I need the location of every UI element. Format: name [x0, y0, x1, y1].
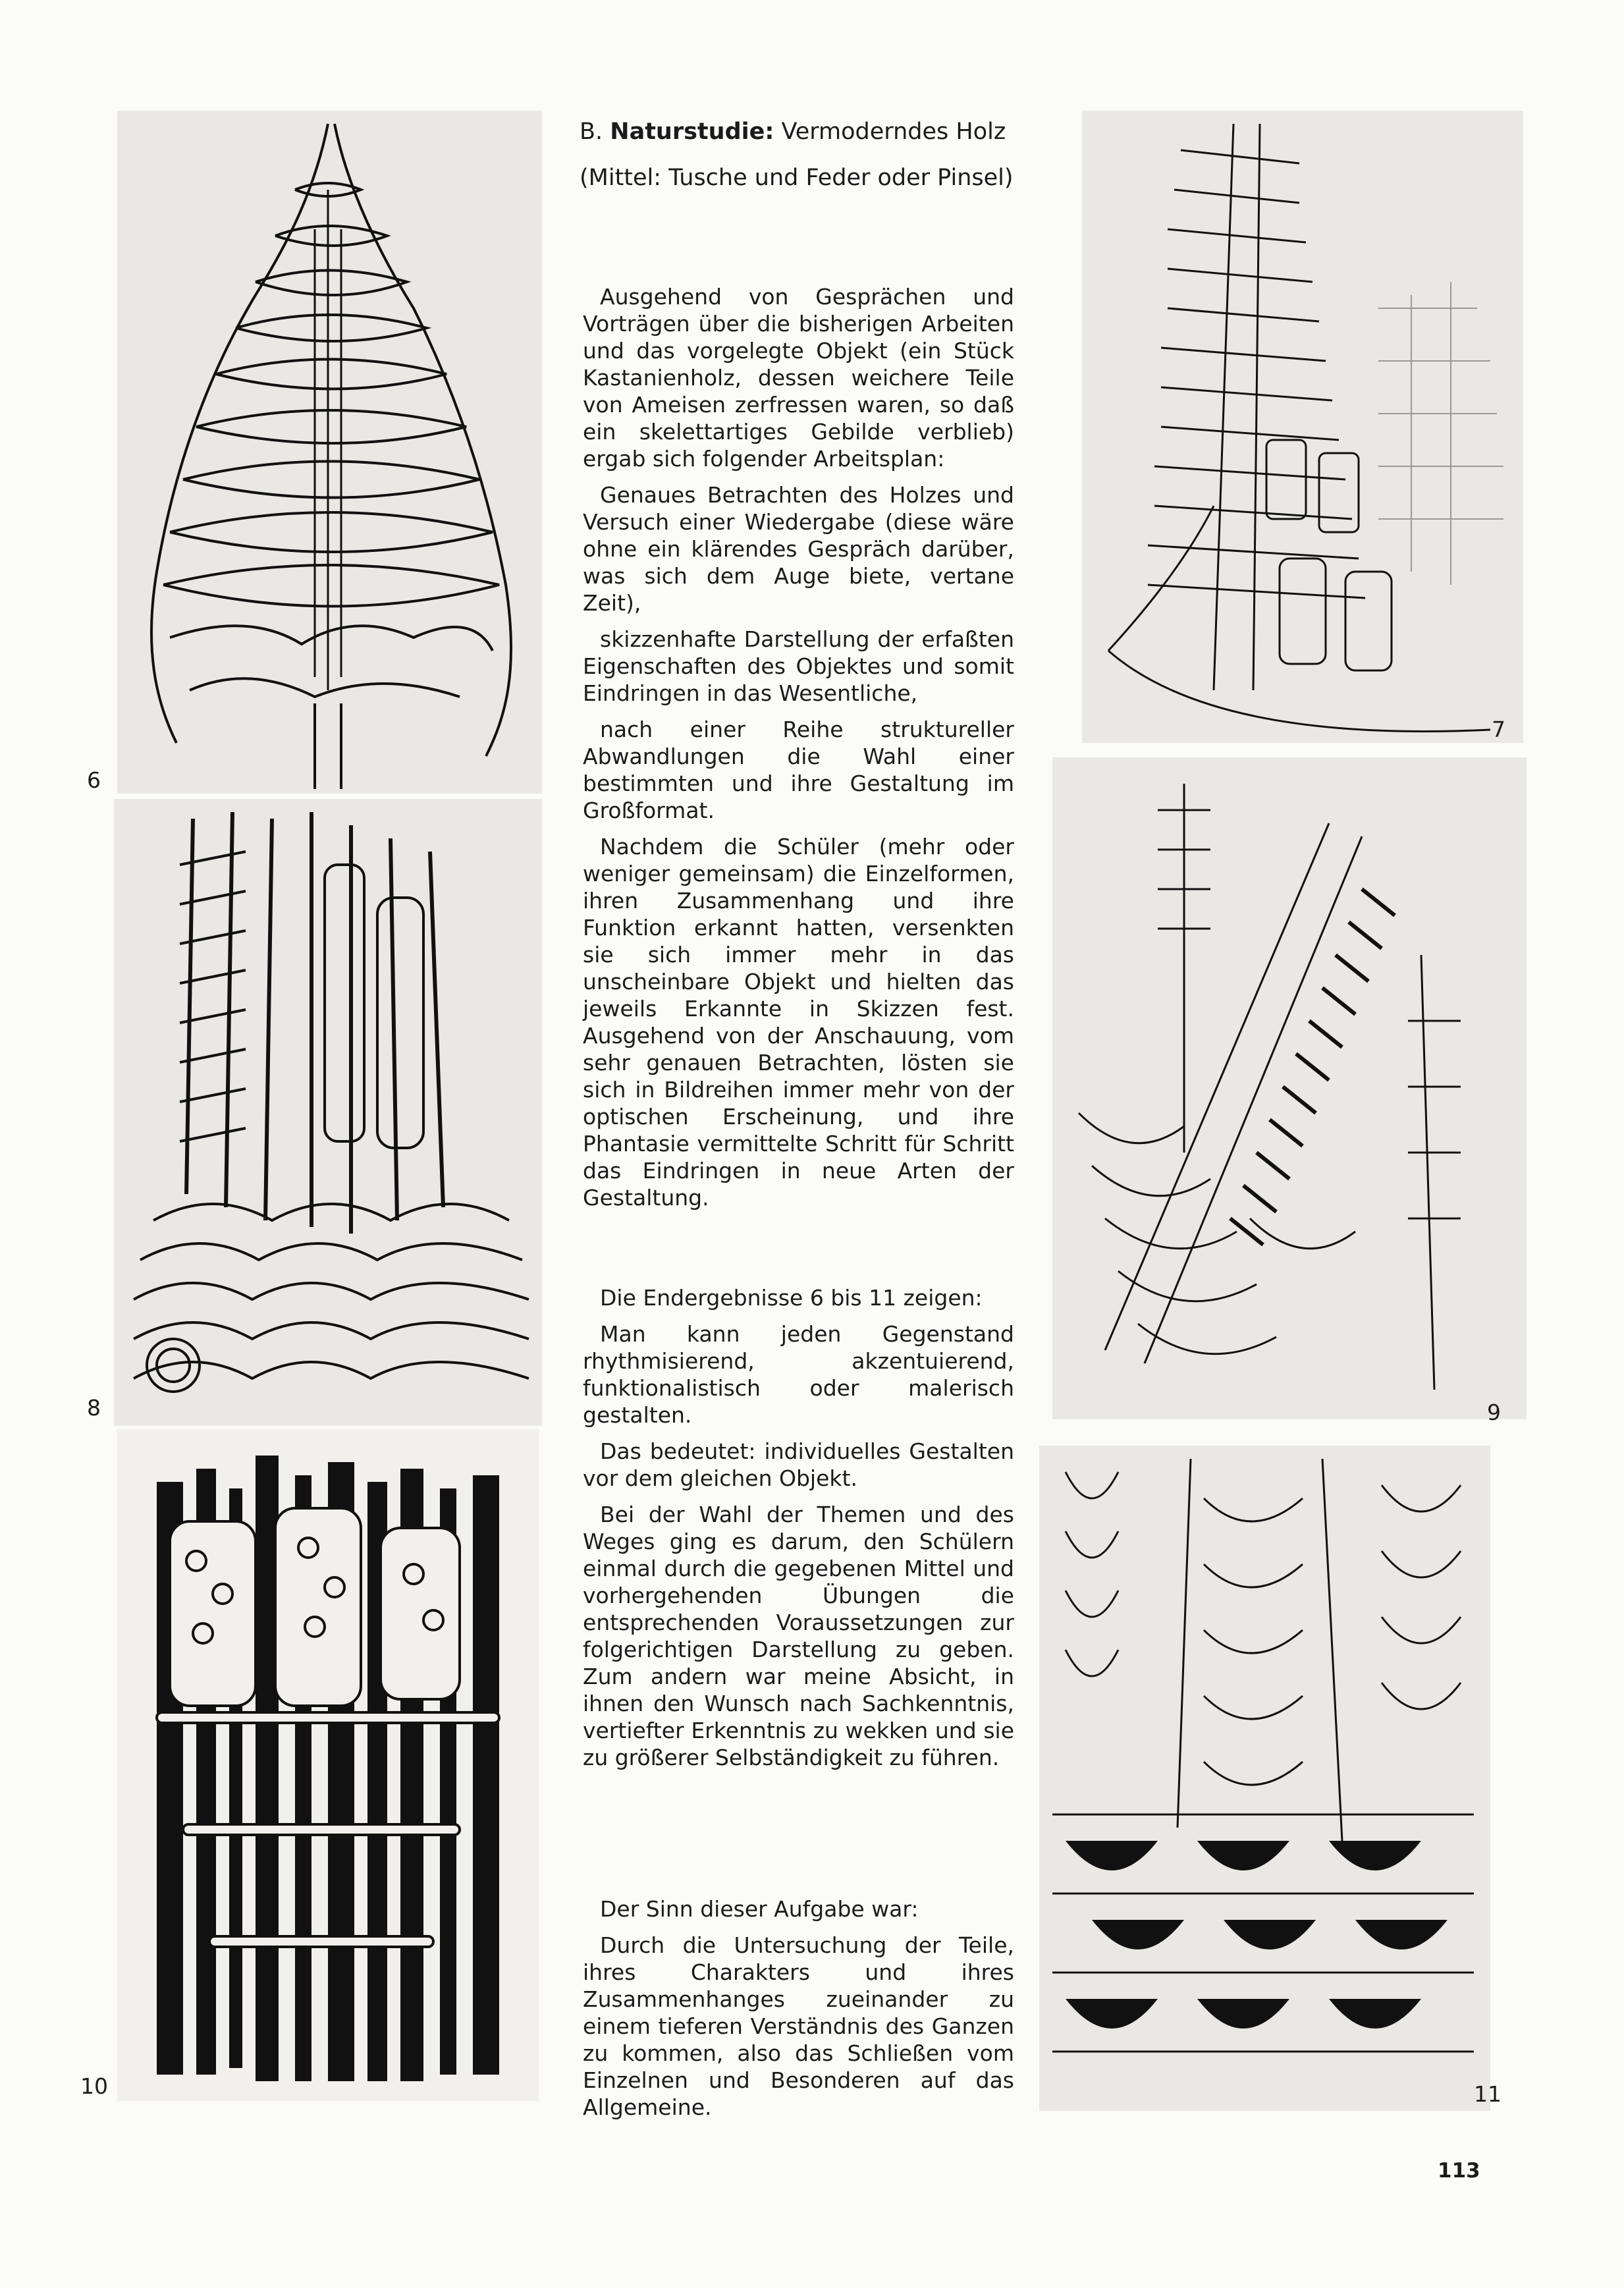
figure-8-image — [114, 799, 542, 1426]
woven-structure-drawing — [114, 799, 542, 1426]
paragraph: Das bedeutet: individuelles Gestalten vor dem gleichen Objekt. — [583, 1438, 1014, 1491]
figure-7-number: 7 — [1492, 717, 1505, 742]
figure-8-number: 8 — [87, 1395, 101, 1421]
figure-11-image — [1039, 1446, 1490, 2111]
figure-10-number: 10 — [80, 2073, 108, 2099]
figure-9-number: 9 — [1487, 1400, 1501, 1425]
heading-bold: Naturstudie: — [610, 119, 774, 145]
half-disc-pattern-drawing — [1039, 1446, 1490, 2111]
purpose-text — [583, 1895, 1014, 2130]
paragraph: Genaues Betrachten des Holzes und Versuch einer Wiedergabe (diese wäre ohne ein klärendes Gespräch darüber, was sich dem Auge biete, vertane Zeit), — [583, 482, 1014, 616]
heading-title: Vermoderndes Holz — [781, 119, 1006, 145]
figure-10-image — [117, 1429, 539, 2101]
section-heading — [580, 109, 1014, 201]
figure-6-image — [117, 111, 542, 794]
page-number: 113 — [1438, 2159, 1480, 2183]
heading-subtitle: (Mittel: Tusche und Feder oder Pinsel) — [580, 165, 1014, 191]
paragraph: Ausgehend von Gesprächen und Vorträgen über die bisherigen Arbeiten und das vorgelegte Objekt (ein Stück Kastanienholz, dessen weichere Teile von Ameisen zerfressen waren, so daß ein skelettartiges Gebilde verblieb) ergab sich folgender Arbeitsplan: — [583, 284, 1014, 472]
paragraph: skizzenhafte Darstellung der erfaßten Eigenschaften des Objektes und somit Eindringen in das Wesentliche, — [583, 626, 1014, 706]
skeleton-spine-drawing — [1082, 111, 1523, 743]
heading-prefix: B. — [580, 119, 603, 145]
results-text — [583, 1284, 1014, 1780]
paragraph: Durch die Untersuchung der Teile, ihres Charakters und ihres Zusammenhanges zueinander zu einem tieferen Verständnis des Ganzen zu kommen, also das Schließen vom Einzelnen und Besonderen auf das Allgemeine. — [583, 1932, 1014, 2120]
paragraph: Die Endergebnisse 6 bis 11 zeigen: — [600, 1285, 983, 1311]
paragraph: Bei der Wahl der Themen und des Weges ging es darum, den Schülern einmal durch die gegebenen Mittel und vorhergehenden Übungen die entsprechenden Voraussetzungen zur folgerichtigen Darstellung zu geben. Zum andern war meine Absicht, in ihnen den Wunsch nach Sachkenntnis, vertiefter Erkenntnis zu wekken und sie zu größerer Selbständigkeit zu führen. — [583, 1502, 1014, 1770]
diagonal-spine-drawing — [1052, 757, 1527, 1419]
figure-11-number: 11 — [1474, 2081, 1502, 2107]
figure-6-number: 6 — [87, 767, 101, 793]
figure-9-image — [1052, 757, 1527, 1419]
paragraph: nach einer Reihe struktureller Abwandlungen die Wahl einer bestimmten und ihre Gestaltung im Großformat. — [583, 717, 1014, 823]
paragraph: Man kann jeden Gegenstand rhythmisierend, akzentuierend, funktionalistisch oder malerisch gestalten. — [583, 1321, 1014, 1428]
paragraph: Nachdem die Schüler (mehr oder weniger gemeinsam) die Einzelformen, ihren Zusammenhang und ihre Funktion erkannt hatten, versenkten sie sich immer mehr in das unscheinbare Objekt und hielten das jeweils Erkannte in Skizzen fest. Ausgehend von der Anschauung, vom sehr genauen Betrachten, lösten sie sich in Bildreihen immer mehr von der optischen Erscheinung, und ihre Phantasie vermittelte Schritt für Schritt das Eindringen in neue Arten der Gestaltung. — [583, 834, 1014, 1211]
wood-cone-drawing — [117, 111, 542, 794]
intro-text — [583, 283, 1014, 1220]
figure-7-image — [1082, 111, 1523, 743]
column-towers-drawing — [117, 1429, 539, 2101]
paragraph: Der Sinn dieser Aufgabe war: — [600, 1896, 919, 1922]
